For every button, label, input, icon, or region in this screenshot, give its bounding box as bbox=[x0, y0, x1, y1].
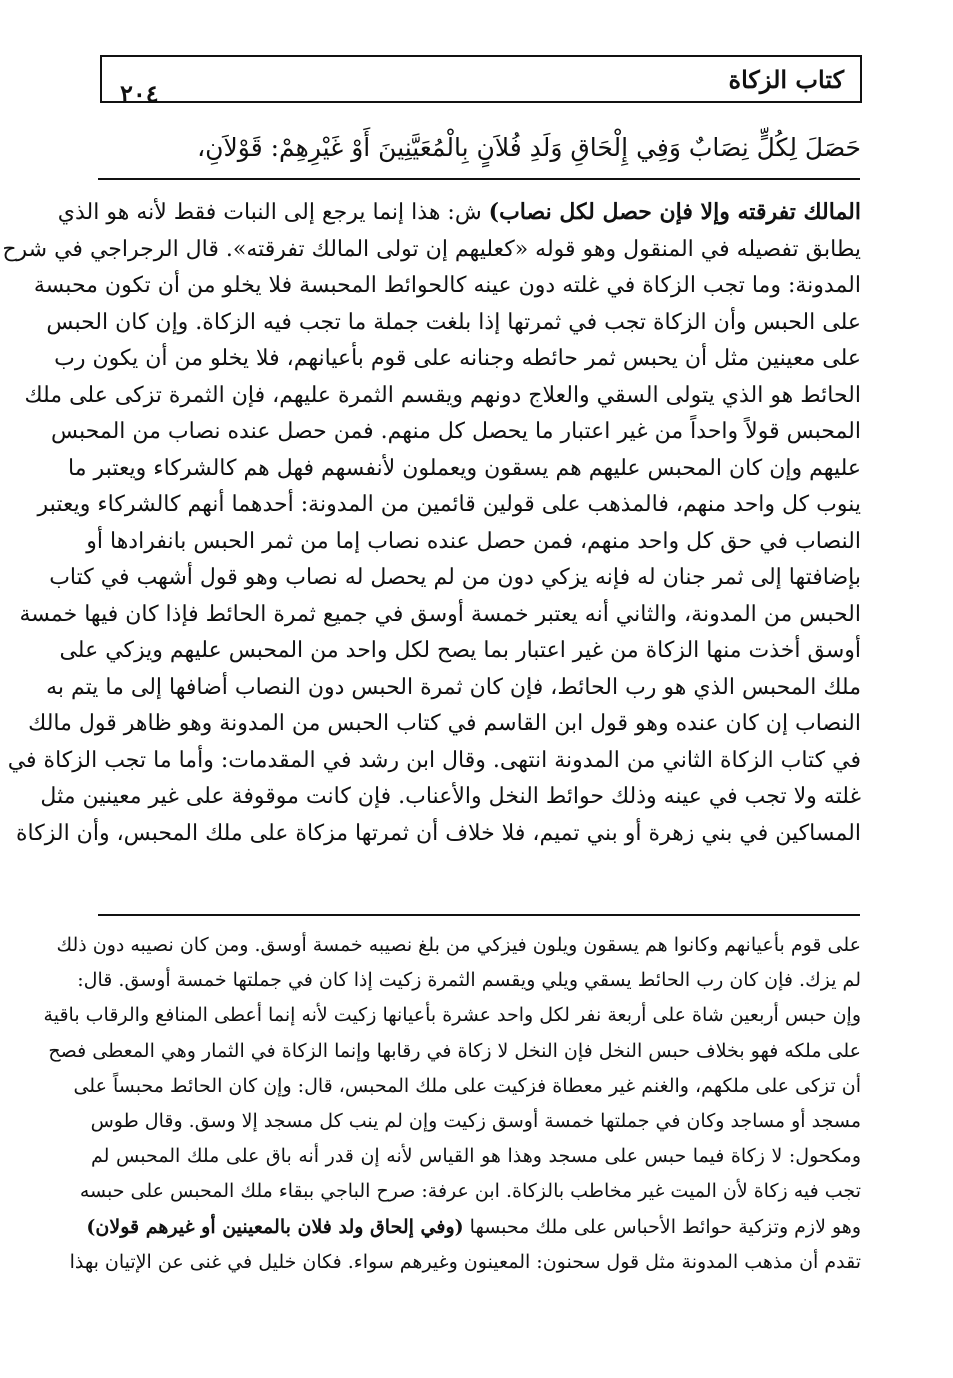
footnote-body bbox=[43, 928, 861, 1280]
footnote-line: أن تزكى على ملكهم، والغنم غير معطاة فزكيت على ملك المحبس، قال: وإن كان الحائط محبساً على bbox=[73, 1074, 861, 1097]
commentary-line: المدونة: وما تجب الزكاة في غلته دون عينه كالحوائط المحبسة فلا يخلو من أن تكون محبسة bbox=[33, 273, 861, 298]
footnote-line: وإن حبس أربعين شاة على أربعة نفر لكل واحد عشرة بأعيانها زكيت لأنه إنما أعطى المنافع والرقاب باقية bbox=[43, 1004, 861, 1027]
commentary-line: في كتاب الزكاة الثاني من المدونة انتهى. وقال ابن رشد في المقدمات: وأما ما تجب الزكاة في bbox=[7, 747, 861, 773]
commentary-line: بإضافتها إلى ثمر جنان له فإنه يزكي دون من لم يحصل له نصاب وهو قول أشهب في كتاب bbox=[49, 565, 861, 590]
footnote-quoted-matn: (وفي إلحاق ولد فلان بالمعينين أو غيرهم قولان) bbox=[86, 1215, 464, 1238]
commentary-line: النصاب إن كان عنده وهو قول ابن القاسم في كتاب الحبس من المدونة وهو ظاهر قول مالك bbox=[28, 711, 861, 736]
commentary-line: عليهم وإن كان المحبس عليهم هم يسقون ويعملون لأنفسهم فهل هم كالشركاء ويعتبر ما bbox=[68, 455, 861, 481]
commentary-line: ينوب كل واحد منهم، فالمذهب على قولين قائمين من المدونة: أحدهما أنهم كالشركاء ويعتبر bbox=[37, 492, 861, 517]
footnote-line: تقدم أن مذهب المدونة مثل قول سحنون: المعينون وغيرهم سواء. فكان خليل في غنى عن الإتيان بهذا bbox=[69, 1250, 861, 1273]
footnote-line: لم يزك. فإن كان رب الحائط يسقي ويلي ويقسم الثمرة زكيت إذا كان في جملتها خمسة أوسق. قال: bbox=[77, 969, 861, 992]
footnote-line: مسجد أو مساجد وكان في جملتها خمسة أوسق زكيت وإن لم ينب كل مسجد إلا وسق. وقال طوس bbox=[90, 1110, 861, 1133]
top-divider bbox=[98, 178, 860, 180]
commentary-body bbox=[2, 194, 861, 852]
footnote-line: تجب فيه زكاة لأن الميت غير مخاطب بالزكاة. ابن عرفة: صرح الباجي ببقاء ملك المحبس على حبسه bbox=[79, 1180, 861, 1203]
commentary-line: يطابق تفصيله في المنقول وهو قوله «كعليهم إن تولى المالك تفرقته». قال الرجراجي في شرح bbox=[2, 236, 861, 262]
commentary-line: المساكين في بني زهرة أو بني تميم، فلا خلاف أن ثمرتها مزكاة على ملك المحبس، وأن الزكاة bbox=[16, 820, 861, 846]
footnote-line: على ملكه فهو بخلاف حبس النخل فإن النخل لا زكاة في رقابها وإنما الزكاة في الثمار وهي المعطى فصح bbox=[48, 1039, 861, 1062]
commentary-line: غلته ولا تجب في عينه وذلك حوائط النخل والأعناب. فإن كانت موقوفة على غير معينين مثل bbox=[40, 784, 861, 809]
footnote-line: على قوم بأعيانهم وكانوا هم يسقون ويلون فيزكي من بلغ نصيبه خمسة أوسق. ومن كان نصيبه دون ذلك bbox=[56, 934, 861, 956]
commentary-line: المحبس قولاً واحداً من غير اعتبار ما يحصل كل منهم. فمن حصل عنده نصاب من المحبس bbox=[50, 419, 861, 444]
page-header bbox=[100, 55, 862, 108]
matn-verse: حَصَلَ لِكُلٍّ نِصَابٌ وَفِي إِلْحَاقِ وَلَدِ فُلاَنٍ بِالْمُعَيَّنِينَ أَوْ غَيْرِهِمْ: قَوْلاَنِ، bbox=[197, 133, 861, 162]
footnote-divider bbox=[98, 914, 860, 916]
commentary-line: أوسق أخذت منها الزكاة من غير اعتبار بما يصح لكل واحد من المحبس عليهم ويزكي على bbox=[59, 638, 861, 663]
commentary-line: الحبس من المدونة، والثاني أنه يعتبر خمسة أوسق في جميع ثمرة الحائط فإذا كان فيها خمسة bbox=[19, 601, 861, 627]
commentary-line: المالك تفرقته وإلا فإن حصل لكل نصاب) ش: هذا إنما يرجع إلى النبات فقط لأنه هو الذي bbox=[57, 199, 861, 225]
footnote-line: ومكحول: لا زكاة فيما حبس على مسجد وهذا هو القياس لأنه إن قدر أنه باق على ملك المحبس لم bbox=[91, 1145, 861, 1168]
footnote-line: وهو لازم وتزكية حوائط الأحباس على ملك محبسها (وفي إلحاق ولد فلان بالمعينين أو غيرهم قولان) bbox=[86, 1215, 861, 1238]
commentary-lead: المالك تفرقته وإلا فإن حصل لكل نصاب) bbox=[488, 199, 861, 225]
chapter-title: كتاب الزكاة bbox=[728, 65, 844, 94]
page-number: ٢٠٤ bbox=[120, 79, 159, 108]
commentary-line: على معينين مثل أن يحبس ثمر حائطه وجنانه على قوم بأعيانهم، فلا يخلو من أن يكون رب bbox=[54, 346, 861, 371]
commentary-line: النصاب في حق كل واحد منهم، فمن حصل عنده نصاب إما من ثمر الحبس بانفرادها أو bbox=[86, 528, 861, 554]
commentary-line: الحائط هو الذي يتولى السقي والعلاج دونهم ويقسم الثمرة عليهم، فإن الثمرة تزكى على ملك bbox=[24, 382, 861, 408]
commentary-line: ملك المحبس الذي هو رب الحائط، فإن كان ثمرة الحبس دون النصاب أضافها إلى ما يتم به bbox=[46, 674, 861, 700]
commentary-line: على الحبس وأن الزكاة تجب في ثمرتها إذا بلغت جملة ما تجب فيه الزكاة. وإن كان الحبس bbox=[46, 309, 861, 335]
